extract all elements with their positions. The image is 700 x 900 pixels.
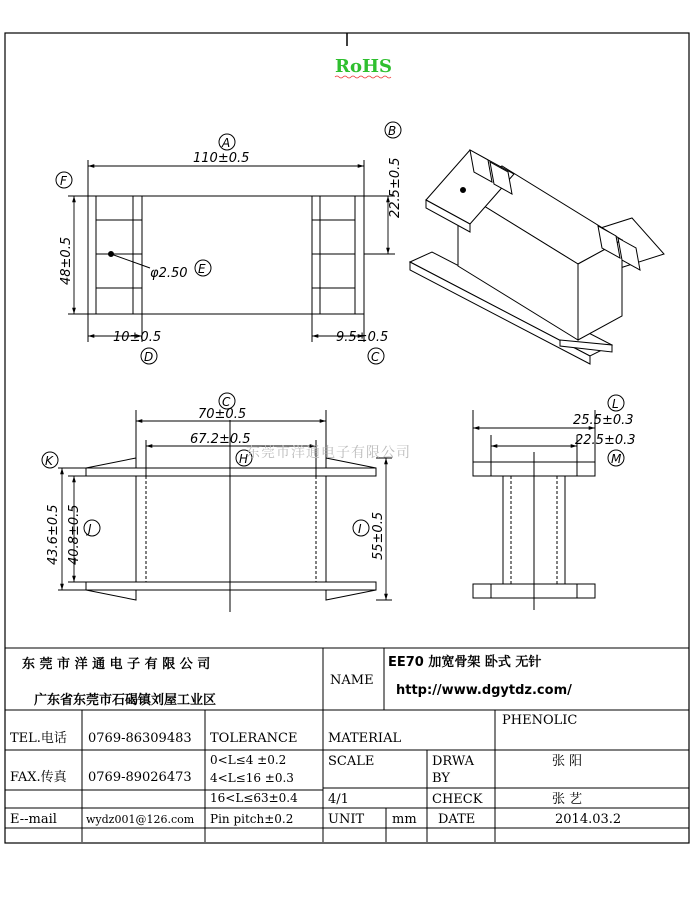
isometric-view [410,150,664,364]
svg-text:C: C [222,395,231,409]
svg-text:I: I [358,522,362,536]
dim-j-value: 40.8±0.5 [67,504,82,565]
scale-value: 4/1 [328,792,349,807]
svg-text:J: J [88,522,92,536]
dim-l-value: 25.5±0.3 [573,413,634,428]
dim-d-value: 10±0.5 [113,330,162,345]
dim-h-value: 67.2±0.5 [190,432,251,447]
tolerance-row-4: Pin pitch±0.2 [210,812,294,826]
dim-a-value: 110±0.5 [193,151,250,166]
svg-text:H: H [239,452,249,466]
callout-j [84,520,100,536]
svg-text:B: B [388,124,397,138]
website-url: http://www.dgytdz.com/ [396,683,572,698]
fax-value: 0769-89026473 [88,770,192,785]
callout-m [608,450,624,466]
material-value: PHENOLIC [502,713,578,728]
top-view-dims [74,166,388,336]
unit-label: UNIT [328,812,365,827]
unit-value: mm [392,812,417,827]
dim-k-value: 43.6±0.5 [46,504,61,565]
dim-c-value: 9.5±0.5 [336,330,389,345]
company-address: 广东省东莞市石碣镇刘屋工业区 [34,693,217,708]
part-name: EE70 加宽骨架 卧式 无针 [388,655,542,670]
scale-label: SCALE [328,754,375,769]
check-label: CHECK [432,792,483,807]
drawn-by-value: 张 阳 [552,754,583,769]
svg-text:L: L [612,397,619,411]
svg-text:D: D [144,350,154,364]
svg-text:A: A [222,136,231,150]
callout-c2 [219,393,235,409]
dim-e-value: φ2.50 [150,266,188,281]
callout-a [219,134,235,150]
drawn-label-2: BY [432,771,450,786]
tel-value: 0769-86309483 [88,731,192,746]
dim-m-value: 22.5±0.3 [575,433,636,448]
watermark: 东莞市洋通电子有限公司 [246,445,411,461]
rohs-label: RoHS [335,56,392,77]
tolerance-label: TOLERANCE [210,731,298,746]
svg-text:E: E [198,262,206,276]
fax-label: FAX.传真 [10,770,67,785]
svg-text:C: C [371,350,380,364]
dim-i-value: 55±0.5 [371,511,386,560]
date-value: 2014.03.2 [555,812,622,827]
tolerance-row-2: 4<L≤16 ±0.3 [210,771,294,785]
svg-text:K: K [45,454,53,468]
check-value: 张 艺 [552,792,583,807]
tolerance-row-1: 0<L≤4 ±0.2 [210,753,287,767]
callout-l [608,395,624,411]
top-view [68,160,395,342]
company-name: 东 莞 市 洋 通 电 子 有 限 公 司 [22,657,211,672]
email-value: wydz001@126.com [86,813,195,826]
dim-f-value: 48±0.5 [59,236,74,285]
tel-label: TEL.电话 [10,731,67,746]
callout-f [56,172,72,188]
material-label: MATERIAL [328,731,402,746]
callout-b [385,122,401,138]
svg-text:M: M [611,452,622,466]
callout-i [353,520,369,536]
svg-text:F: F [60,174,67,188]
drawn-label-1: DRWA [432,754,475,769]
callout-e [195,260,211,276]
callout-k [42,452,58,468]
name-label: NAME [330,673,374,688]
date-label: DATE [438,812,476,827]
callout-d [141,348,157,364]
dim-c2-value: 70±0.5 [198,407,247,422]
callout-c [368,348,384,364]
email-label: E--mail [10,812,57,827]
tolerance-row-3: 16<L≤63±0.4 [210,791,298,805]
dim-b-value: 22.5±0.5 [388,157,403,218]
